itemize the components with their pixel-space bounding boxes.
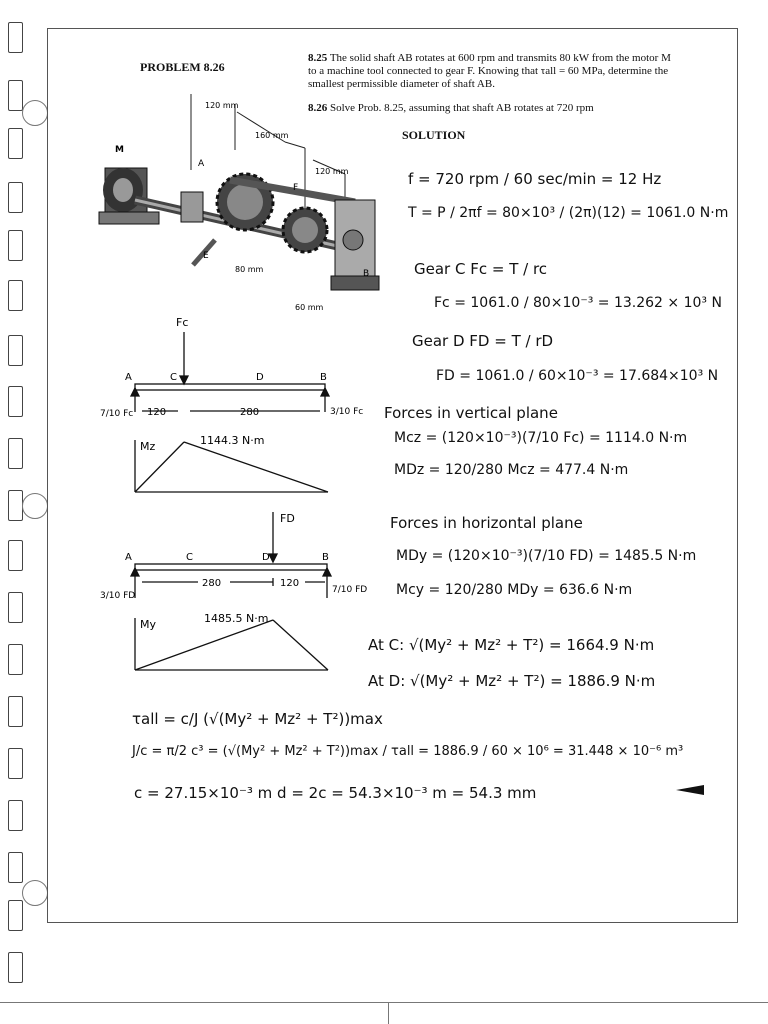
binder-tab [8, 128, 23, 159]
vertical-plane-title: Forces in vertical plane [384, 404, 558, 422]
eq-at-d: At D: √(My² + Mz² + T²) = 1886.9 N·m [368, 672, 656, 690]
d2-seg2: 120 [280, 578, 300, 589]
d1-left-reaction: 7/10 Fc [100, 409, 134, 419]
punch-hole [22, 493, 48, 519]
eq-torque: T = P / 2πf = 80×10³ / (2π)(12) = 1061.0 N·m [408, 205, 729, 221]
gear-c-label: Gear C Fc = T / rc [414, 260, 548, 278]
eq-fc: Fc = 1061.0 / 80×10⁻³ = 13.262 × 10³ N [434, 295, 722, 311]
dim-60: 60 mm [295, 303, 324, 312]
eq-frequency: f = 720 rpm / 60 sec/min = 12 Hz [408, 170, 662, 188]
bottom-edge-tick [388, 1003, 389, 1024]
label-F: F [293, 183, 299, 193]
vertical-plane-diagram [100, 310, 370, 500]
eq-mcy: Mcy = 120/280 MDy = 636.6 N·m [396, 582, 633, 598]
binder-tab [8, 230, 23, 261]
d2-moment-value: 1485.5 N·m [204, 612, 269, 625]
horizontal-plane-title: Forces in horizontal plane [390, 514, 583, 532]
label-M: M [115, 145, 124, 155]
dim-160: 160 mm [255, 131, 289, 140]
eq-mdy: MDy = (120×10⁻³)(7/10 FD) = 1485.5 N·m [396, 548, 697, 564]
gear-d-label: Gear D FD = T / rD [412, 332, 554, 350]
label-B: B [363, 269, 370, 279]
binder-tab [8, 80, 23, 111]
binder-tab [8, 800, 23, 831]
eq-mcz: Mcz = (120×10⁻³)(7/10 Fc) = 1114.0 N·m [394, 430, 688, 446]
d2-seg1: 280 [202, 578, 222, 589]
label-A: A [198, 159, 205, 169]
binder-tab [8, 182, 23, 213]
dim-80: 80 mm [235, 265, 264, 274]
d2-label-a: A [125, 552, 132, 563]
binder-tab [8, 540, 23, 571]
binder-tab [8, 280, 23, 311]
binder-tab [8, 386, 23, 417]
solution-label: SOLUTION [402, 128, 466, 142]
d1-right-reaction: 3/10 Fc [330, 407, 364, 417]
d2-label-c: C [186, 552, 193, 563]
eq-final-diameter: c = 27.15×10⁻³ m d = 2c = 54.3×10⁻³ m = 54.3 mm [134, 784, 537, 802]
d1-label-d: D [256, 372, 264, 383]
d2-moment-label: My [140, 618, 157, 631]
d1-moment-label: Mz [140, 440, 156, 453]
eq-tau: τall = c/J (√(My² + Mz² + T²))max [132, 710, 383, 728]
binder-tab [8, 748, 23, 779]
binder-tab [8, 644, 23, 675]
dim-120a: 120 mm [205, 101, 239, 110]
eq-at-c: At C: √(My² + Mz² + T²) = 1664.9 N·m [368, 636, 655, 654]
binder-tab [8, 490, 23, 521]
eq-j-over-c: J/c = π/2 c³ = (√(My² + Mz² + T²))max / τall = 1886.9 / 60 × 10⁶ = 31.448 × 10⁻⁶ m³ [132, 744, 684, 759]
problem-8-26-text: 8.26 Solve Prob. 8.25, assuming that shaft AB rotates at 720 rpm [308, 102, 594, 114]
d2-left-reaction: 3/10 FD [100, 591, 136, 601]
problem-8-25-text: 8.25 The solid shaft AB rotates at 600 rpm and transmits 80 kW from the motor M to a machine tool connected to gear F. Knowing that τall = 60 MPa, determine the smallest permissible diameter of shaft AB. [308, 52, 671, 90]
problem-label: PROBLEM 8.26 [140, 60, 225, 74]
punch-hole [22, 880, 48, 906]
binder-tab [8, 696, 23, 727]
eq-fd: FD = 1061.0 / 60×10⁻³ = 17.684×10³ N [436, 368, 719, 384]
punch-hole [22, 100, 48, 126]
force-fc: Fc [176, 316, 189, 329]
d1-seg2: 280 [240, 407, 260, 418]
d1-label-b: B [320, 372, 327, 383]
d1-seg1: 120 [147, 407, 167, 418]
dim-120b: 120 mm [315, 167, 349, 176]
shaft-assembly-figure [95, 90, 385, 320]
d1-label-c: C [170, 372, 177, 383]
binder-tab [8, 952, 23, 983]
force-fd: FD [280, 512, 295, 525]
eq-mdz: MDz = 120/280 Mcz = 477.4 N·m [394, 462, 629, 478]
horizontal-plane-diagram [100, 508, 370, 678]
answer-arrow-icon [676, 784, 704, 796]
binder-tab [8, 335, 23, 366]
d2-right-reaction: 7/10 FD [332, 585, 368, 595]
binder-tab [8, 438, 23, 469]
binder-tab [8, 852, 23, 883]
binder-tab [8, 900, 23, 931]
label-E: E [203, 251, 209, 261]
d2-label-d: D [262, 552, 270, 563]
d2-label-b: B [322, 552, 329, 563]
binder-tab [8, 22, 23, 53]
d1-label-a: A [125, 372, 132, 383]
d1-moment-value: 1144.3 N·m [200, 434, 265, 447]
binder-tab [8, 592, 23, 623]
bottom-edge [0, 1002, 768, 1003]
